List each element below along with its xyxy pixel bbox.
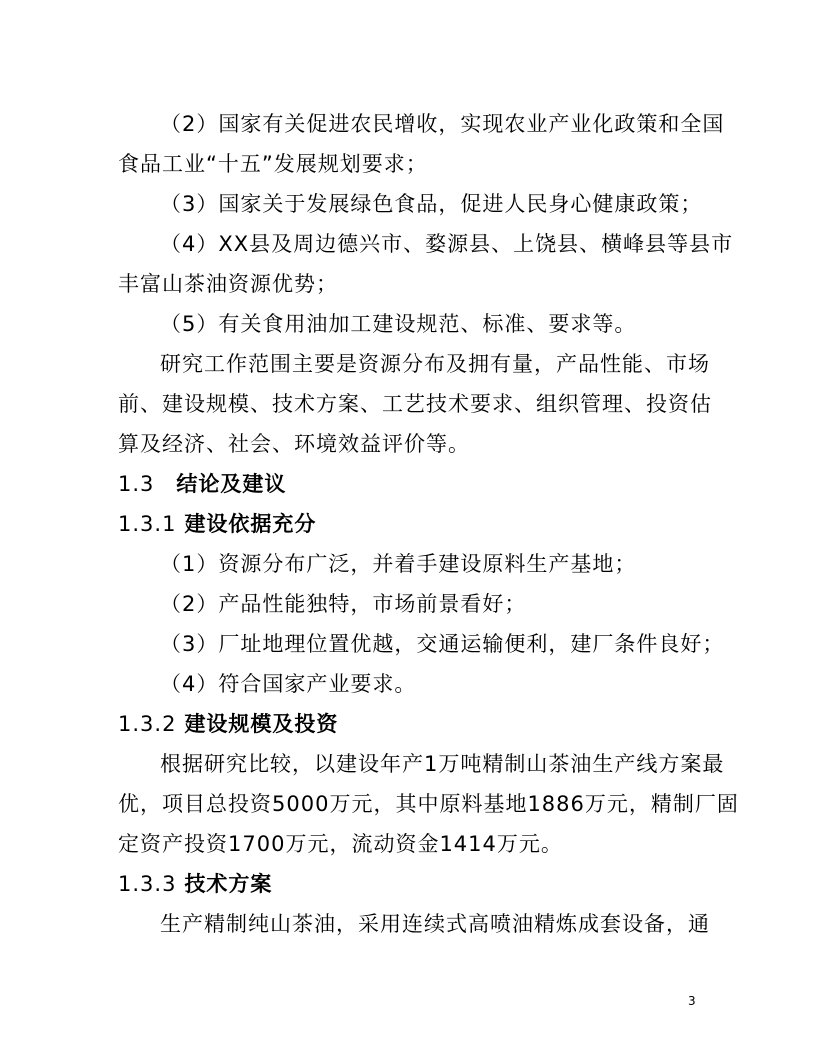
section-title: 结论及建议 bbox=[176, 472, 287, 496]
paragraph-line: 算及经济、社会、环境效益评价等。 bbox=[118, 432, 470, 456]
section-title: 建设规模及投资 bbox=[184, 712, 339, 736]
paragraph-line: 定资产投资1700万元，流动资金1414万元。 bbox=[118, 832, 563, 856]
section-number: 1.3.1 bbox=[118, 512, 177, 536]
section-heading-1-3-3 bbox=[118, 870, 272, 898]
paragraph-line: 研究工作范围主要是资源分布及拥有量，产品性能、市场 bbox=[160, 352, 710, 376]
section-heading-1-3-1 bbox=[118, 510, 316, 538]
paragraph-line: 食品工业“十五”发展规划要求； bbox=[118, 152, 428, 176]
paragraph-line: （3）国家关于发展绿色食品，促进人民身心健康政策； bbox=[160, 192, 703, 216]
section-number: 1.3.3 bbox=[118, 872, 177, 896]
paragraph-line: （2）产品性能独特，市场前景看好； bbox=[160, 592, 527, 616]
section-heading-1-3 bbox=[118, 470, 286, 498]
paragraph-line: （4）XX县及周边德兴市、婺源县、上饶县、横峰县等县市 bbox=[160, 232, 734, 256]
paragraph-line: （5）有关食用油加工建设规范、标准、要求等。 bbox=[160, 312, 637, 336]
section-number: 1.3.2 bbox=[118, 712, 177, 736]
paragraph-line: （3）厂址地理位置优越，交通运输便利，建厂条件良好； bbox=[160, 632, 725, 656]
paragraph-line: 前、建设规模、技术方案、工艺技术要求、组织管理、投资估 bbox=[118, 392, 712, 416]
page-number: 3 bbox=[688, 994, 696, 1008]
paragraph-line: 优，项目总投资5000万元，其中原料基地1886万元，精制厂固 bbox=[118, 792, 739, 816]
section-heading-1-3-2 bbox=[118, 710, 338, 738]
section-number: 1.3 bbox=[118, 472, 155, 496]
paragraph-line: （4）符合国家产业要求。 bbox=[160, 672, 417, 696]
section-title: 建设依据充分 bbox=[184, 512, 317, 536]
paragraph-line: 根据研究比较，以建设年产1万吨精制山茶油生产线方案最 bbox=[160, 752, 725, 776]
paragraph-line: （2）国家有关促进农民增收，实现农业产业化政策和全国 bbox=[160, 112, 725, 136]
paragraph-line: 生产精制纯山茶油，采用连续式高喷油精炼成套设备，通 bbox=[160, 912, 710, 936]
paragraph-line: （1）资源分布广泛，并着手建设原料生产基地； bbox=[160, 552, 637, 576]
paragraph-line: 丰富山茶油资源优势； bbox=[118, 272, 338, 296]
section-title: 技术方案 bbox=[184, 872, 273, 896]
